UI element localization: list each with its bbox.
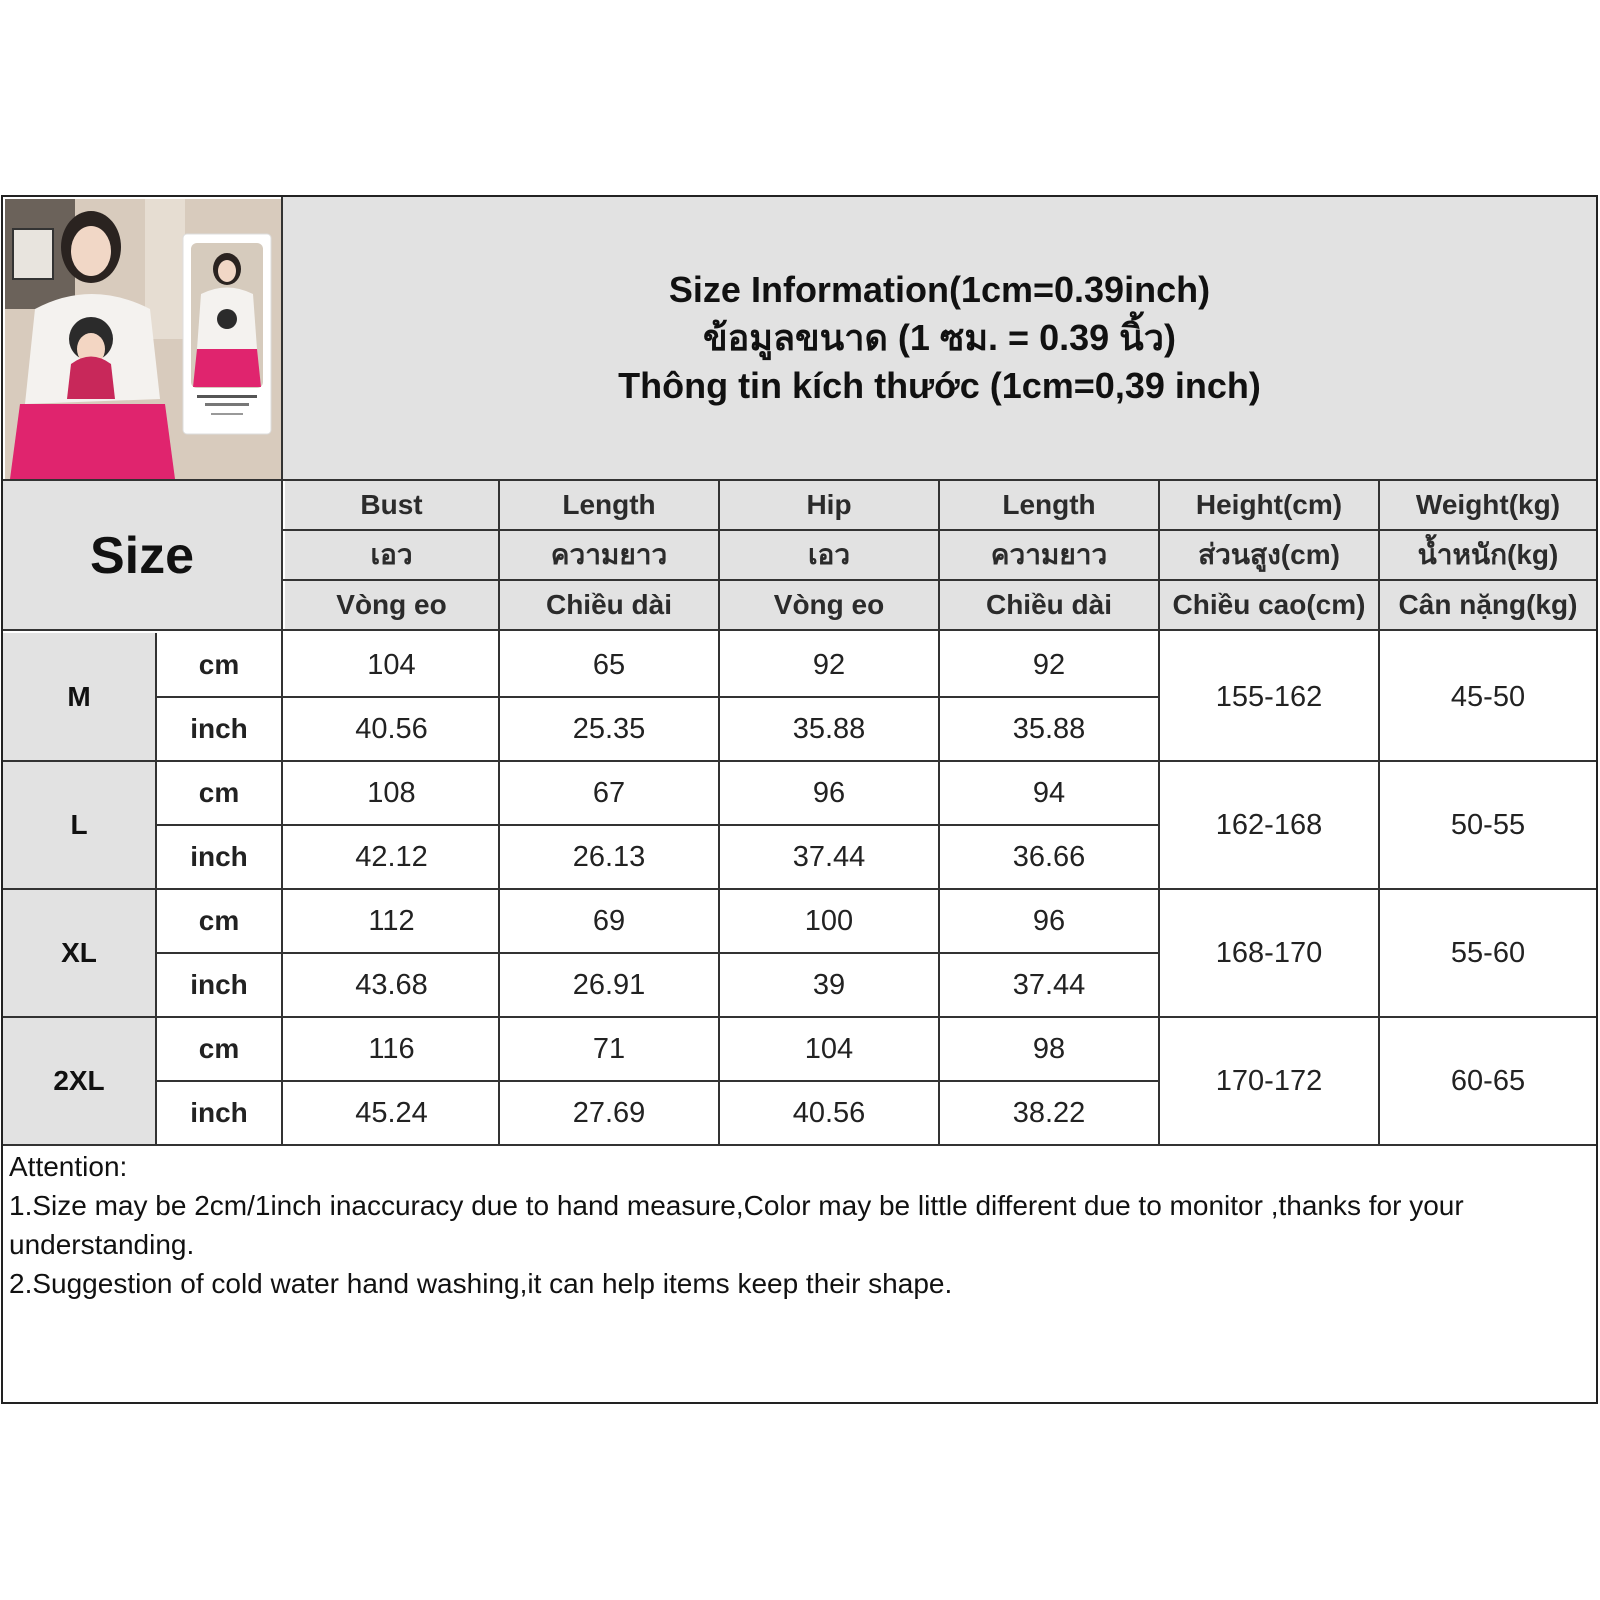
column-header-cell [720, 581, 938, 629]
table-cell [285, 1017, 498, 1081]
table-cell [940, 1017, 1158, 1081]
height-range-value: 155-162 [1215, 680, 1323, 713]
measurement-value-cm: 96 [1032, 904, 1066, 937]
height-range-value: 168-170 [1215, 936, 1323, 969]
unit-label-inch: inch [190, 841, 248, 872]
measurement-value-cm: 94 [1032, 776, 1066, 809]
table-cell [500, 825, 718, 889]
size-header-label: Size [89, 527, 195, 585]
measurement-value-cm: 98 [1032, 1032, 1066, 1065]
column-header-th: เอว [370, 539, 413, 570]
measurement-value-cm: 69 [592, 904, 626, 937]
size-row-label: XL [61, 937, 97, 968]
column-header-en: Hip [806, 489, 852, 520]
unit-label-inch: inch [190, 1097, 248, 1128]
column-header-cell [285, 581, 498, 629]
column-header-th: ความยาว [990, 539, 1108, 570]
unit-cell [157, 889, 281, 953]
column-header-en: Length [562, 489, 656, 520]
column-header-cell [940, 581, 1158, 629]
column-header-en: Weight(kg) [1415, 489, 1561, 520]
column-header-cell [940, 481, 1158, 529]
attention-note-2: 2.Suggestion of cold water hand washing,it can help items keep their shape. [9, 1268, 953, 1299]
size-row-label-cell [3, 761, 155, 889]
column-header-vi: Chiều cao(cm) [1172, 589, 1366, 620]
unit-cell [157, 1081, 281, 1145]
column-rule [718, 481, 720, 1145]
column-header-en: Bust [360, 489, 423, 520]
table-cell [720, 697, 938, 761]
table-cell [720, 825, 938, 889]
height-range-value: 170-172 [1215, 1064, 1323, 1097]
table-cell [285, 633, 498, 697]
size-row-label-cell [3, 889, 155, 1017]
column-header-cell [1380, 531, 1596, 579]
table-cell [500, 633, 718, 697]
weight-range-value: 60-65 [1450, 1064, 1526, 1097]
column-header-cell [285, 481, 498, 529]
attention-heading: Attention: [9, 1151, 128, 1182]
column-header-cell [1160, 531, 1378, 579]
table-cell [940, 633, 1158, 697]
table-cell [500, 953, 718, 1017]
unit-label-cm: cm [198, 649, 240, 680]
header-bottom-rule [3, 629, 1596, 631]
weight-range-value: 50-55 [1450, 808, 1526, 841]
measurement-value-inch: 35.88 [792, 712, 866, 745]
column-header-vi: Cân nặng(kg) [1398, 589, 1578, 620]
title-vietnamese: Thông tin kích thước (1cm=0,39 inch) [618, 365, 1261, 406]
table-cell [940, 1081, 1158, 1145]
weight-range-cell [1380, 633, 1596, 761]
measurement-value-inch: 37.44 [792, 840, 866, 873]
unit-label-cm: cm [198, 905, 240, 936]
attention-note-1: 1.Size may be 2cm/1inch inaccuracy due to hand measure,Color may be little different due to monitor ,thanks for your understanding. [9, 1190, 1464, 1260]
unit-row-rule [157, 696, 1158, 698]
measurement-value-inch: 25.35 [572, 712, 646, 745]
size-header-cell [3, 481, 281, 631]
product-photo-illustration [5, 199, 281, 479]
title-english: Size Information(1cm=0.39inch) [668, 269, 1211, 310]
measurement-value-inch: 38.22 [1012, 1096, 1086, 1129]
column-header-cell [720, 531, 938, 579]
measurement-value-cm: 100 [804, 904, 854, 937]
title-bottom-rule [3, 479, 1596, 481]
column-header-th: เอว [807, 539, 851, 570]
table-cell [285, 697, 498, 761]
weight-range-cell [1380, 761, 1596, 889]
table-cell [720, 761, 938, 825]
unit-label-cm: cm [198, 1033, 240, 1064]
measurement-value-cm: 116 [368, 1032, 415, 1065]
size-row-rule [3, 1016, 1596, 1018]
title-area [283, 197, 1596, 479]
measurement-value-cm: 104 [804, 1032, 854, 1065]
height-range-cell [1160, 761, 1378, 889]
unit-cell [157, 953, 281, 1017]
unit-label-inch: inch [190, 969, 248, 1000]
table-cell [720, 889, 938, 953]
weight-range-value: 55-60 [1450, 936, 1526, 969]
size-row-rule [3, 1144, 1596, 1146]
measurement-value-cm: 92 [1032, 648, 1066, 681]
column-header-cell [720, 481, 938, 529]
measurement-value-inch: 36.66 [1012, 840, 1086, 873]
table-cell [500, 697, 718, 761]
measurement-value-inch: 39 [812, 968, 846, 1001]
column-rule [498, 481, 500, 1145]
column-header-cell [1380, 481, 1596, 529]
measurement-value-inch: 40.56 [355, 712, 428, 745]
measurement-value-cm: 108 [367, 776, 416, 809]
measurement-value-inch: 35.88 [1012, 712, 1086, 745]
measurement-value-inch: 45.24 [355, 1096, 428, 1129]
measurement-value-cm: 104 [367, 648, 416, 681]
table-cell [500, 1081, 718, 1145]
table-cell [720, 953, 938, 1017]
table-cell [940, 953, 1158, 1017]
table-cell [940, 825, 1158, 889]
table-cell [720, 1081, 938, 1145]
measurement-value-cm: 65 [592, 648, 626, 681]
column-header-cell [1160, 581, 1378, 629]
measurement-value-cm: 112 [368, 904, 415, 937]
column-rule [1378, 481, 1380, 1145]
table-cell [940, 761, 1158, 825]
column-header-vi: Vòng eo [336, 589, 447, 620]
table-cell [285, 761, 498, 825]
table-cell [285, 889, 498, 953]
column-header-th: น้ำหนัก(kg) [1417, 539, 1559, 570]
measurement-value-cm: 92 [812, 648, 846, 681]
column-rule [1158, 481, 1160, 1145]
unit-cell [157, 825, 281, 889]
measurement-value-inch: 40.56 [792, 1096, 866, 1129]
weight-range-cell [1380, 1017, 1596, 1145]
unit-cell [157, 761, 281, 825]
table-cell [285, 1081, 498, 1145]
size-row-rule [3, 760, 1596, 762]
measurement-value-inch: 26.91 [572, 968, 646, 1001]
size-row-label: L [70, 809, 88, 840]
table-cell [500, 1017, 718, 1081]
column-header-en: Length [1002, 489, 1096, 520]
column-header-th: ความยาว [550, 539, 668, 570]
measurement-value-inch: 43.68 [355, 968, 428, 1001]
column-header-cell [285, 531, 498, 579]
column-header-cell [500, 531, 718, 579]
height-range-cell [1160, 889, 1378, 1017]
unit-row-rule [157, 824, 1158, 826]
column-header-cell [1160, 481, 1378, 529]
table-cell [500, 761, 718, 825]
column-header-en: Height(cm) [1195, 489, 1343, 520]
table-cell [500, 889, 718, 953]
table-cell [940, 889, 1158, 953]
table-cell [720, 633, 938, 697]
size-row-label: 2XL [53, 1065, 105, 1096]
column-header-vi: Vòng eo [773, 589, 885, 620]
column-header-vi: Chiều dài [985, 589, 1112, 620]
measurement-value-inch: 27.69 [572, 1096, 646, 1129]
measurement-value-inch: 37.44 [1012, 968, 1086, 1001]
column-header-cell [500, 581, 718, 629]
size-row-label-cell [3, 633, 155, 761]
column-header-th: ส่วนสูง(cm) [1198, 539, 1340, 570]
size-row-label-cell [3, 1017, 155, 1145]
unit-row-rule [157, 1080, 1158, 1082]
height-range-value: 162-168 [1215, 808, 1323, 841]
height-range-cell [1160, 633, 1378, 761]
unit-row-rule [157, 952, 1158, 954]
measurement-value-cm: 67 [592, 776, 626, 809]
column-header-vi: Chiều dài [545, 589, 672, 620]
unit-label-cm: cm [198, 777, 240, 808]
measurement-value-inch: 26.13 [572, 840, 646, 873]
measurement-value-inch: 42.12 [355, 840, 428, 873]
size-row-label: M [67, 681, 91, 712]
size-row-rule [3, 888, 1596, 890]
column-header-cell [1380, 581, 1596, 629]
unit-cell [157, 697, 281, 761]
attention-notes [9, 1147, 1589, 1303]
table-cell [285, 825, 498, 889]
table-cell [720, 1017, 938, 1081]
product-photo [5, 199, 281, 479]
column-header-cell [940, 531, 1158, 579]
unit-label-inch: inch [190, 713, 248, 744]
size-chart-sheet [1, 195, 1598, 1404]
table-cell [285, 953, 498, 1017]
measurement-value-cm: 96 [812, 776, 846, 809]
weight-range-cell [1380, 889, 1596, 1017]
unit-cell [157, 633, 281, 697]
title-thai: ข้อมูลขนาด (1 ซม. = 0.39 นิ้ว) [703, 317, 1176, 358]
unit-cell [157, 1017, 281, 1081]
height-range-cell [1160, 1017, 1378, 1145]
measurement-value-cm: 71 [592, 1032, 626, 1065]
column-rule [938, 481, 940, 1145]
column-header-cell [500, 481, 718, 529]
photo-right-rule [281, 197, 283, 1145]
weight-range-value: 45-50 [1450, 680, 1526, 713]
table-cell [940, 697, 1158, 761]
